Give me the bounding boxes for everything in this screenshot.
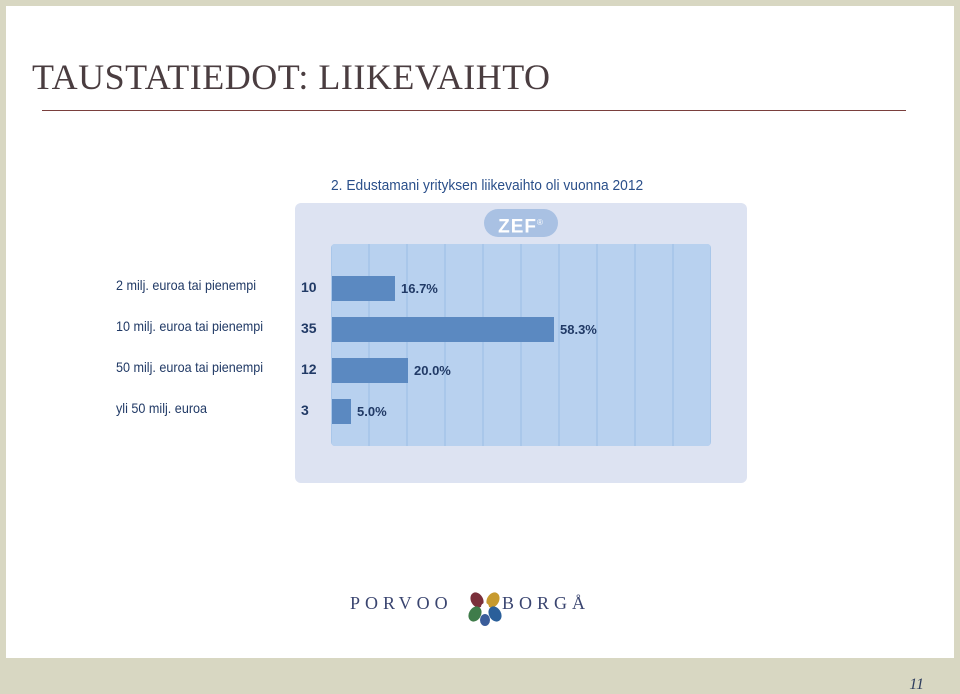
category-label: 50 milj. euroa tai pienempi (116, 359, 264, 375)
bar-value-label: 20.0% (414, 363, 451, 378)
logo-emblem-icon (467, 588, 503, 626)
zef-badge (484, 209, 558, 237)
logo-text-porvoo: PORVOO (350, 593, 453, 613)
plot-area (331, 244, 711, 446)
bar-value-label: 58.3% (560, 322, 597, 337)
porvoo-borga-logo (350, 588, 610, 638)
page-number: 11 (909, 676, 924, 693)
grid-column (560, 244, 596, 446)
count-label: 12 (301, 361, 317, 377)
count-label: 3 (301, 402, 309, 418)
grid-column (484, 244, 520, 446)
grid-column (446, 244, 482, 446)
title-divider (42, 110, 906, 111)
category-label: 2 milj. euroa tai pienempi (116, 277, 257, 293)
registered-mark: ® (536, 218, 544, 227)
slide-title: TAUSTATIEDOT: LIIKEVAIHTO (32, 57, 551, 97)
chart-title: 2. Edustamani yrityksen liikevaihto oli vuonna 2012 (331, 177, 644, 194)
bar (332, 317, 554, 342)
grid-column (408, 244, 444, 446)
grid-column (674, 244, 710, 446)
bar-value-label: 16.7% (401, 281, 438, 296)
bar (332, 358, 408, 383)
zef-badge-text: ZEF (498, 216, 537, 238)
bar (332, 399, 351, 424)
grid-column (598, 244, 634, 446)
grid-column (636, 244, 672, 446)
category-label: yli 50 milj. euroa (116, 400, 208, 416)
bar (332, 276, 395, 301)
count-label: 35 (301, 320, 317, 336)
category-label: 10 milj. euroa tai pienempi (116, 318, 264, 334)
logo-text-borga: BORGÅ (502, 593, 591, 613)
count-label: 10 (301, 279, 317, 295)
grid-column (522, 244, 558, 446)
bar-value-label: 5.0% (357, 404, 387, 419)
